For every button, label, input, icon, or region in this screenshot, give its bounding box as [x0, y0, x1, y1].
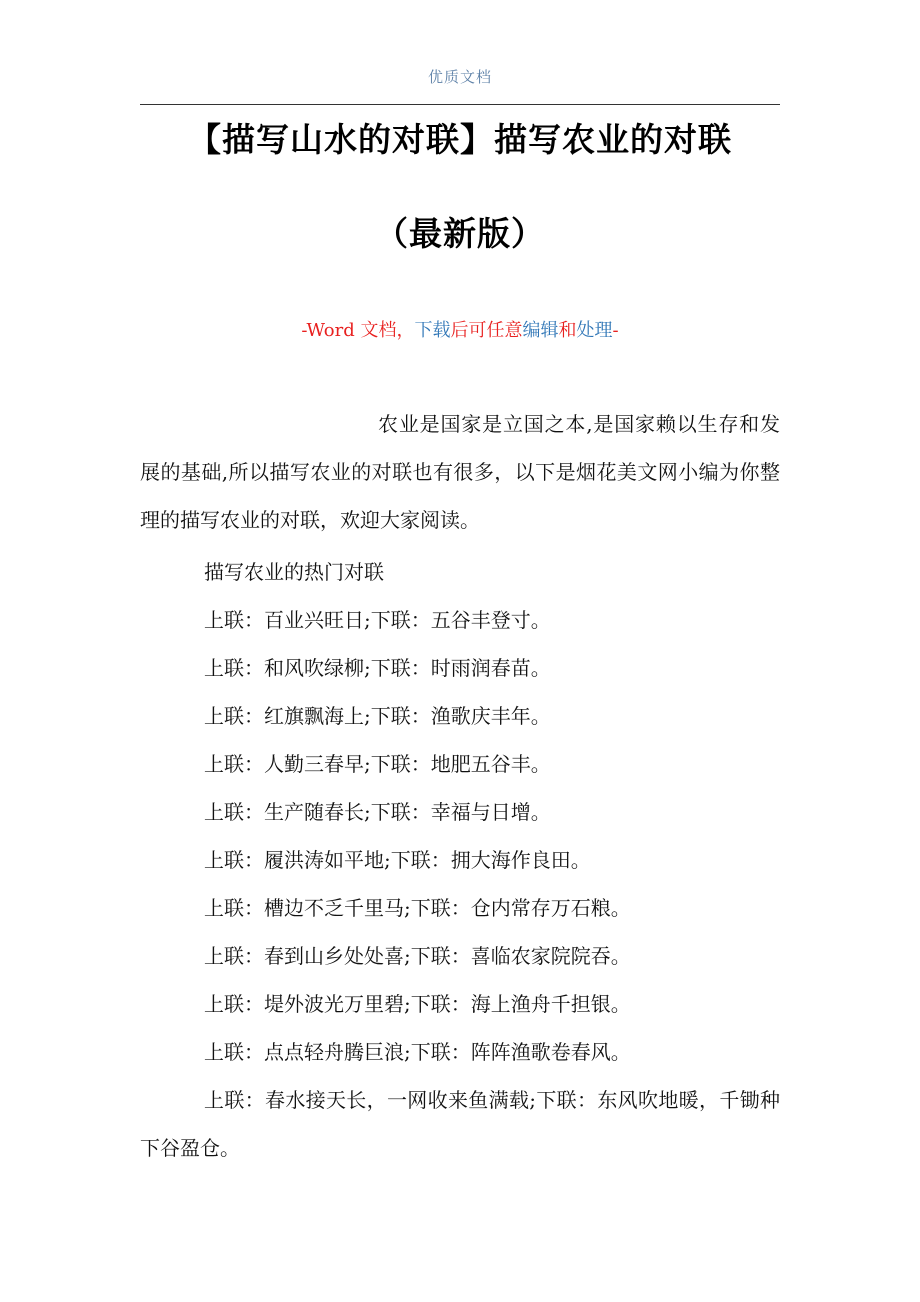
subtitle-part: 下载	[414, 320, 451, 341]
couplet-line: 上联：堤外波光万里碧;下联：海上渔舟千担银。	[204, 992, 631, 1016]
subtitle-part: -	[612, 320, 619, 341]
subtitle-part: -Word 文档，	[301, 320, 415, 341]
subtitle-part: 后可任意	[450, 320, 523, 341]
subtitle-part: 和	[558, 320, 577, 341]
couplet-line: 上联：槽边不乏千里马;下联：仓内常存万石粮。	[204, 896, 631, 920]
intro-paragraph: 农业是国家是立国之本,是国家赖以生存和发展的基础,所以描写农业的对联也有很多，以下是烟花美文网小编为你整理的描写农业的对联，欢迎大家阅读。	[140, 412, 780, 532]
subtitle-part: 编辑	[522, 320, 559, 341]
couplet-line: 上联：和风吹绿柳;下联：时雨润春苗。	[204, 656, 551, 680]
subtitle-part: 处理	[576, 320, 613, 341]
header-label: 优质文档	[427, 68, 492, 86]
section-heading: 描写农业的热门对联	[204, 560, 384, 584]
couplet-line: 上联：春水接天长，一网收来鱼满载;下联：东风吹地暖，千锄种下谷盈仓。	[140, 1088, 780, 1160]
couplet-line: 上联：百业兴旺日;下联：五谷丰登寸。	[204, 608, 551, 632]
intro-section	[140, 400, 780, 544]
header-divider	[140, 104, 780, 105]
couplet-section	[140, 548, 780, 1172]
couplet-line: 上联：春到山乡处处喜;下联：喜临农家院院吞。	[204, 944, 631, 968]
couplet-line: 上联：履洪涛如平地;下联：拥大海作良田。	[204, 848, 591, 872]
couplet-line: 上联：生产随春长;下联：幸福与日增。	[204, 800, 551, 824]
document-title: 【描写山水的对联】描写农业的对联	[188, 120, 732, 159]
document-title-edition: （最新版）	[375, 214, 545, 253]
couplet-line: 上联：人勤三春早;下联：地肥五谷丰。	[204, 752, 551, 776]
couplet-line: 上联：点点轻舟腾巨浪;下联：阵阵渔歌卷春风。	[204, 1040, 631, 1064]
couplet-line: 上联：红旗飘海上;下联：渔歌庆丰年。	[204, 704, 551, 728]
document-subtitle	[0, 316, 920, 342]
